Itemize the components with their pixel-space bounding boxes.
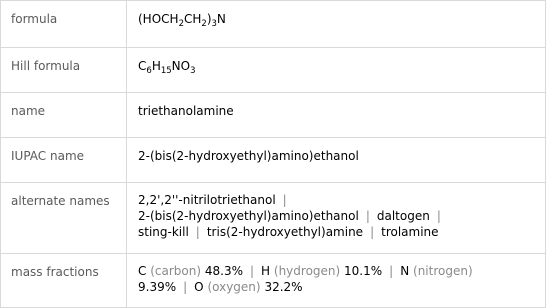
mass-fractions-value	[127, 254, 546, 308]
formula-subscript: 15	[160, 66, 172, 76]
separator: |	[370, 225, 375, 239]
formula-part: C	[138, 59, 147, 73]
formula-subscript: 2	[178, 19, 184, 29]
table-row-mass-fractions	[1, 254, 546, 308]
alternate-name: tris(2-hydroxyethyl)amine	[206, 225, 364, 239]
name-value: triethanolamine	[127, 93, 546, 138]
element-name: (carbon)	[150, 264, 202, 278]
hill-formula-value	[127, 48, 546, 93]
separator: |	[436, 209, 441, 223]
formula-part: (HOCH	[138, 12, 179, 26]
formula-subscript: 3	[211, 19, 217, 29]
formula-subscript: 6	[146, 66, 152, 76]
separator: |	[183, 280, 188, 294]
formula-part: )	[206, 12, 212, 26]
separator: |	[195, 225, 200, 239]
table-row-name	[1, 93, 546, 138]
alternate-name: trolamine	[381, 225, 439, 239]
alternate-name: 2-(bis(2-hydroxyethyl)amino)ethanol	[138, 209, 359, 223]
formula-part: H	[151, 59, 161, 73]
element-name: (oxygen)	[207, 280, 261, 294]
separator: |	[282, 193, 287, 207]
element-symbol: H	[261, 264, 271, 278]
alternate-name: daltogen	[376, 209, 430, 223]
formula-part: CH	[183, 12, 202, 26]
row-label: name	[1, 93, 127, 138]
mass-percent: 9.39%	[138, 280, 177, 294]
element-symbol: N	[400, 264, 410, 278]
alternate-name: 2,2',2''-nitrilotriethanol	[138, 193, 276, 207]
mass-percent: 10.1%	[344, 264, 383, 278]
mass-percent: 48.3%	[204, 264, 243, 278]
formula-part: NO	[171, 59, 191, 73]
formula-part: N	[216, 12, 226, 26]
separator: |	[365, 209, 370, 223]
element-name: (hydrogen)	[273, 264, 341, 278]
row-label: IUPAC name	[1, 138, 127, 183]
element-symbol: C	[138, 264, 147, 278]
table-row-iupac-name	[1, 138, 546, 183]
table-row-formula	[1, 1, 546, 48]
formula-value	[127, 1, 546, 48]
row-label: Hill formula	[1, 48, 127, 93]
row-label: mass fractions	[1, 254, 127, 308]
table-row-hill-formula	[1, 48, 546, 93]
mass-percent: 32.2%	[264, 280, 303, 294]
alternate-names-value	[127, 183, 546, 254]
iupac-name-value: 2-(bis(2-hydroxyethyl)amino)ethanol	[127, 138, 546, 183]
alternate-name: sting-kill	[138, 225, 189, 239]
element-symbol: O	[194, 280, 204, 294]
row-label: alternate names	[1, 183, 127, 254]
row-label: formula	[1, 1, 127, 48]
formula-subscript: 3	[190, 66, 196, 76]
table-row-alternate-names	[1, 183, 546, 254]
formula-subscript: 2	[201, 19, 207, 29]
separator: |	[249, 264, 255, 278]
separator: |	[389, 264, 394, 278]
element-name: (nitrogen)	[413, 264, 473, 278]
